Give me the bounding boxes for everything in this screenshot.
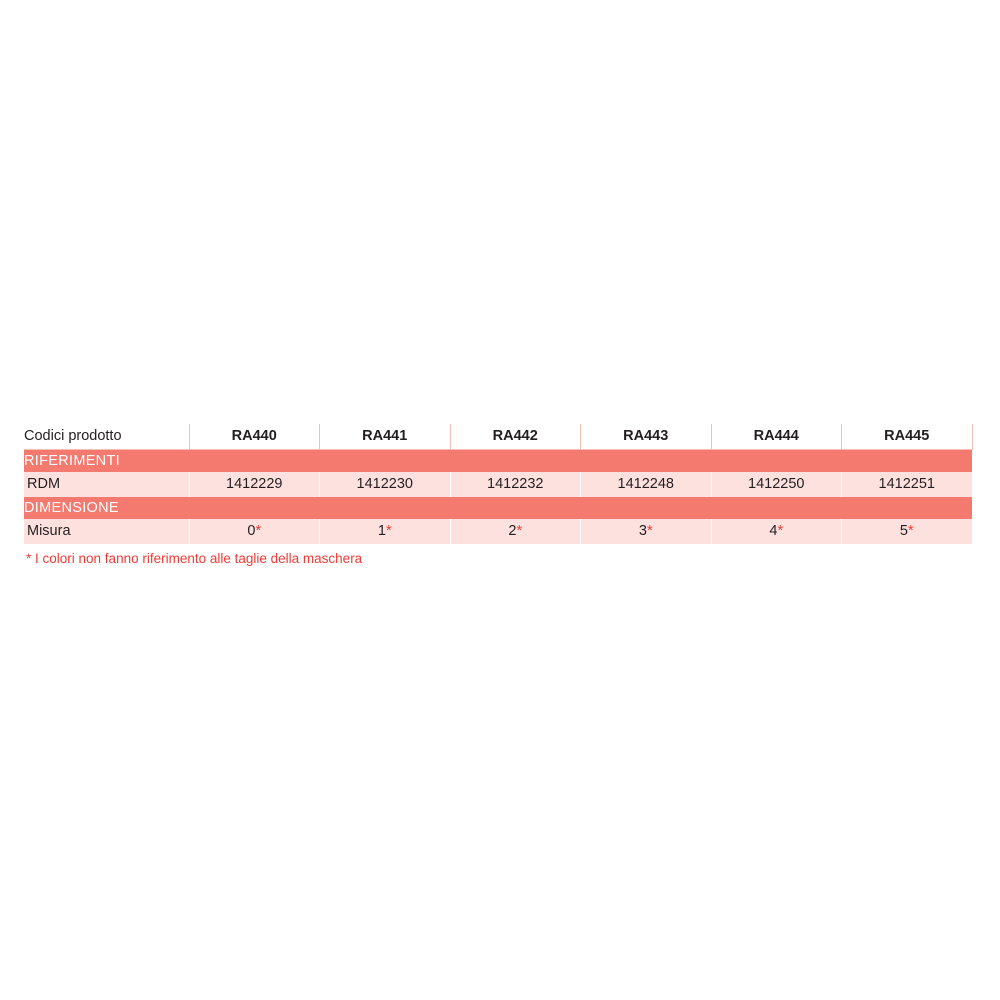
table-cell-code: RA444 [711, 424, 842, 449]
row-label-rdm: RDM [24, 472, 189, 497]
table-cell-rdm: 1412251 [842, 472, 973, 497]
misura-value: 5 [899, 523, 908, 539]
table-row-rdm [24, 472, 972, 497]
table-cell-code: RA442 [450, 424, 581, 449]
asterisk-marker: * [385, 523, 392, 539]
table-cell-code: RA441 [320, 424, 451, 449]
table-cell-rdm: 1412229 [189, 472, 320, 497]
misura-value: 3 [638, 523, 647, 539]
section-header-references: RIFERIMENTI [24, 449, 972, 472]
section-header-dimension: DIMENSIONE [24, 497, 972, 519]
table-cell-code: RA443 [581, 424, 712, 449]
table-cell-code: RA445 [842, 424, 973, 449]
product-spec-table [24, 424, 973, 544]
table-cell-misura [189, 519, 320, 544]
table-cell-code: RA440 [189, 424, 320, 449]
asterisk-marker: * [516, 523, 523, 539]
row-label-product-codes: Codici prodotto [24, 424, 189, 449]
misura-value: 1 [377, 523, 386, 539]
table-cell-rdm: 1412230 [320, 472, 451, 497]
row-label-misura: Misura [24, 519, 189, 544]
misura-value: 2 [508, 523, 517, 539]
footnote [24, 551, 972, 566]
table-cell-misura [711, 519, 842, 544]
footnote-text: I colori non fanno riferimento alle taglie della maschera [31, 550, 363, 566]
table-cell-rdm: 1412250 [711, 472, 842, 497]
table-cell-misura [581, 519, 712, 544]
table-cell-rdm: 1412232 [450, 472, 581, 497]
table-row-product-codes [24, 424, 972, 449]
table-row-section-references [24, 449, 972, 472]
misura-value: 0 [247, 523, 256, 539]
table-row-misura [24, 519, 972, 544]
misura-value: 4 [769, 523, 778, 539]
table-cell-rdm: 1412248 [581, 472, 712, 497]
asterisk-marker: * [646, 523, 653, 539]
table-row-section-dimension [24, 497, 972, 519]
asterisk-marker: * [907, 523, 914, 539]
table-cell-misura [842, 519, 973, 544]
table-cell-misura [450, 519, 581, 544]
asterisk-marker: * [777, 523, 784, 539]
table-cell-misura [320, 519, 451, 544]
footnote-marker: * [26, 550, 32, 566]
spec-table-container [24, 424, 972, 566]
asterisk-marker: * [255, 523, 262, 539]
